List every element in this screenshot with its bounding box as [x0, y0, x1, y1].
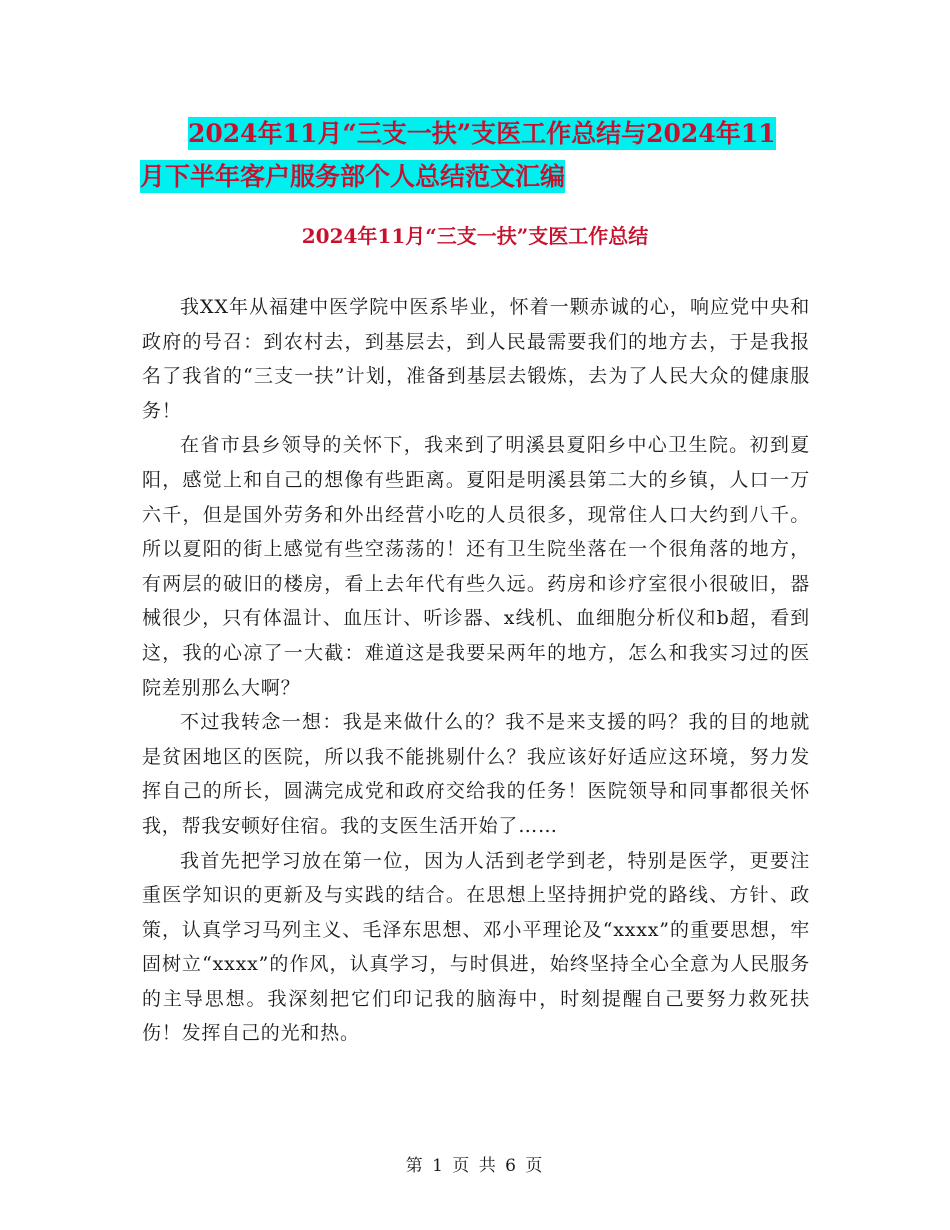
document-title	[140, 112, 810, 198]
section-title: 2024年11月“三支一扶”支医工作总结	[301, 224, 649, 248]
title-highlight-1: 2024年11月“三支一扶”支医工作总结与2024年11	[188, 119, 776, 148]
body-paragraph: 不过我转念一想：我是来做什么的？我不是来支援的吗？我的目的地就是贫困地区的医院，所以我不能挑剔什么？我应该好好适应这环境，努力发挥自己的所长，圆满完成党和政府交给我的任务！医院领导和同事都很关怀我，帮我安顿好住宿。我的支医生活开始了……	[142, 711, 810, 837]
body-paragraph: 在省市县乡领导的关怀下，我来到了明溪县夏阳乡中心卫生院。初到夏阳，感觉上和自己的想像有些距离。夏阳是明溪县第二大的乡镇，人口一万六千，但是国外劳务和外出经营小吃的人员很多，现常住人口大约到八千。所以夏阳的街上感觉有些空荡荡的！还有卫生院坐落在一个很角落的地方，有两层的破旧的楼房，看上去年代有些久远。药房和诊疗室很小很破旧，器械很少，只有体温计、血压计、听诊器、x线机、血细胞分析仪和b超，看到这，我的心凉了一大截：难道这是我要呆两年的地方，怎么和我实习过的医院差别那么大啊？	[142, 434, 810, 699]
document-title-line-1	[140, 112, 810, 155]
document-body	[142, 290, 810, 1051]
document-title-line-2	[140, 155, 810, 198]
body-paragraph: 我XX年从福建中医学院中医系毕业，怀着一颗赤诚的心，响应党中央和政府的号召：到农村去，到基层去，到人民最需要我们的地方去，于是我报名了我省的“三支一扶”计划，准备到基层去锻炼，去为了人民大众的健康服务！	[142, 296, 810, 422]
body-paragraph: 我首先把学习放在第一位，因为人活到老学到老，特别是医学，更要注重医学知识的更新及与实践的结合。在思想上坚持拥护党的路线、方针、政策，认真学习马列主义、毛泽东思想、邓小平理论及“xxxx”的重要思想，牢固树立“xxxx”的作风，认真学习，与时俱进，始终坚持全心全意为人民服务的主导思想。我深刻把它们印记我的脑海中，时刻提醒自己要努力救死扶伤！发挥自己的光和热。	[142, 849, 810, 1045]
title-highlight-2: 月下半年客户服务部个人总结范文汇编	[140, 162, 566, 191]
page-footer: 第 1 页 共 6 页	[405, 1156, 545, 1176]
